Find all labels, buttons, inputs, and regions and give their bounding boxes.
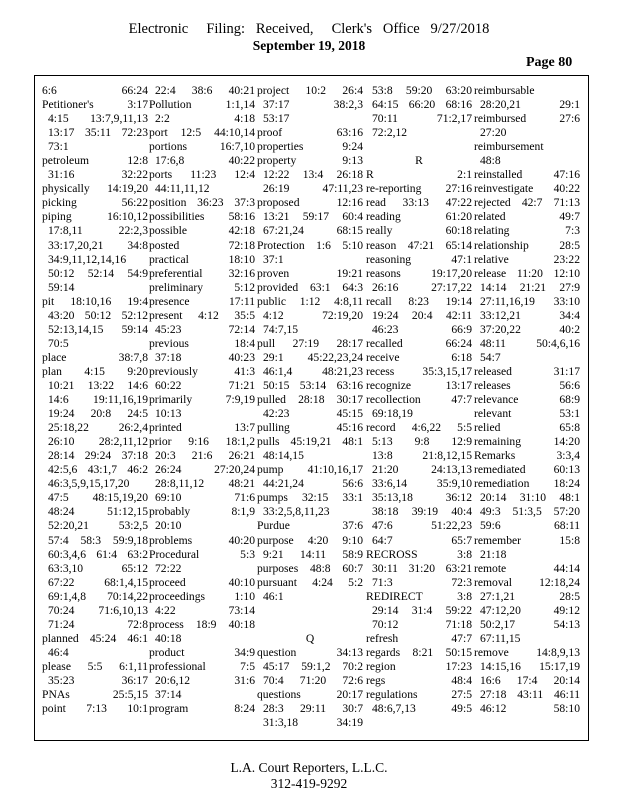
index-line: provided 63:1 64:3 bbox=[257, 280, 363, 294]
index-line: 19:24 20:8 24:5 bbox=[48, 407, 148, 421]
index-column-4 bbox=[366, 84, 472, 716]
index-line: Procedural 5:3 bbox=[149, 547, 255, 561]
index-line: proposed 12:16 bbox=[257, 196, 363, 210]
index-line: relevance 68:9 bbox=[474, 393, 580, 407]
index-line bbox=[257, 604, 363, 618]
index-line: Petitioner's 3:17 bbox=[42, 98, 148, 112]
index-line: 27:1,21 28:5 bbox=[480, 589, 580, 603]
index-line: recalled 66:24 bbox=[366, 336, 472, 350]
index-line: 27:20 bbox=[480, 126, 507, 140]
index-line: proof 63:16 bbox=[257, 126, 363, 140]
index-line: 13:21 59:17 60:4 bbox=[263, 210, 363, 224]
index-line: 20:14 31:10 48:1 bbox=[480, 491, 580, 505]
index-line: 33:17,20,21 34:8 bbox=[48, 238, 148, 252]
index-line: pulling 45:16 bbox=[257, 421, 363, 435]
index-line: problems 40:20 bbox=[149, 533, 255, 547]
index-line: Q bbox=[305, 631, 315, 645]
index-line: recognize 13:17 bbox=[366, 378, 472, 392]
index-line: possible 42:18 bbox=[149, 224, 255, 238]
index-line: physically 14:19,20 bbox=[42, 182, 148, 196]
index-line: 70:4 71:20 72:6 bbox=[263, 673, 363, 687]
index-line: preferential 32:16 bbox=[149, 266, 255, 280]
index-line: remember 15:8 bbox=[474, 533, 580, 547]
index-line: 30:11 31:20 63:21 bbox=[372, 561, 472, 575]
index-line: 48:6,7,13 49:5 bbox=[372, 702, 472, 716]
index-line: 26:16 27:17,22 bbox=[372, 280, 472, 294]
index-line: 13:8 21:8,12,15 bbox=[372, 449, 472, 463]
index-line: 37:17 38:2,3 bbox=[263, 98, 363, 112]
index-line: 50:15 53:14 63:16 bbox=[263, 378, 363, 392]
index-line: regulations 27:5 bbox=[366, 688, 472, 702]
index-line: process 18:9 40:18 bbox=[149, 617, 255, 631]
index-line: 69:18,19 bbox=[372, 407, 413, 421]
index-line: 2:2 4:18 bbox=[155, 112, 255, 126]
index-column-3 bbox=[257, 84, 363, 730]
index-line: really 60:18 bbox=[366, 224, 472, 238]
index-line: 70:5 bbox=[48, 336, 69, 350]
index-line: 72:22 bbox=[155, 561, 182, 575]
index-line: refresh 47:7 bbox=[366, 631, 472, 645]
index-column-1 bbox=[42, 84, 148, 716]
index-line: relating 7:3 bbox=[474, 224, 580, 238]
index-line: pull 27:19 28:17 bbox=[257, 336, 363, 350]
index-line: 19:24 20:4 42:11 bbox=[372, 308, 472, 322]
index-line: reimbursed 27:6 bbox=[474, 112, 580, 126]
index-line: 20:3 21:6 26:21 bbox=[155, 449, 255, 463]
index-line: reason 47:21 65:14 bbox=[366, 238, 472, 252]
index-line: 42:5,6 43:1,7 46:2 bbox=[48, 463, 148, 477]
index-line: 49:3 51:3,5 57:20 bbox=[480, 505, 580, 519]
index-line: recess 35:3,15,17 bbox=[366, 364, 472, 378]
footer-phone: 312-419-9292 bbox=[270, 776, 348, 791]
index-line: REDIRECT 3:8 bbox=[366, 589, 472, 603]
index-line: removal 12:18,24 bbox=[474, 575, 580, 589]
index-line: possibilities 58:16 bbox=[149, 210, 255, 224]
index-line: proceedings 1:10 bbox=[149, 589, 255, 603]
index-line: 21:20 24:13,13 bbox=[372, 463, 472, 477]
index-line: purpose 4:20 9:10 bbox=[257, 533, 363, 547]
index-line: 69:1,4,8 70:14,22 bbox=[48, 589, 148, 603]
index-line: public 1:12 4:8,11 bbox=[257, 294, 363, 308]
index-line: 59:6 68:11 bbox=[480, 519, 580, 533]
index-line: relationship 28:5 bbox=[474, 238, 580, 252]
index-line: 37:1 bbox=[263, 252, 284, 266]
index-line: relevant 53:1 bbox=[474, 407, 580, 421]
index-line: 27:11,16,19 33:10 bbox=[480, 294, 580, 308]
index-line: release 11:20 12:10 bbox=[474, 266, 580, 280]
filing-stamp-header: Electronic Filing: Received, Clerk's Office 9/27/2018 bbox=[128, 21, 490, 37]
index-line: practical 18:10 bbox=[149, 252, 255, 266]
index-line: 67:21,24 68:15 bbox=[263, 224, 363, 238]
index-line: 48:11 50:4,6,16 bbox=[480, 336, 580, 350]
index-line: R 2:1 bbox=[366, 168, 472, 182]
index-line: 64:15 66:20 68:16 bbox=[372, 98, 472, 112]
index-line: 28:14 29:24 37:18 bbox=[48, 449, 148, 463]
index-line: program 8:24 bbox=[149, 702, 255, 716]
index-line: point 7:13 10:1 bbox=[42, 702, 148, 716]
index-line: 29:1 45:22,23,24 bbox=[263, 350, 363, 364]
index-line: planned 45:24 46:1 bbox=[42, 631, 148, 645]
index-line: Protection 1:6 5:10 bbox=[257, 238, 363, 252]
index-line: 10:13 bbox=[155, 407, 182, 421]
index-line: 70:12 71:18 bbox=[372, 617, 472, 631]
index-line: prior 9:16 18:1,2 bbox=[149, 435, 255, 449]
index-line: 37:18 40:23 bbox=[155, 350, 255, 364]
index-line: regards 8:21 50:15 bbox=[366, 645, 472, 659]
index-line: 53:8 59:20 63:20 bbox=[372, 84, 472, 97]
index-line: 20:6,12 31:6 bbox=[155, 673, 255, 687]
index-line: 40:18 bbox=[155, 631, 182, 645]
index-line: proceed 40:10 bbox=[149, 575, 255, 589]
index-line: 63:3,10 65:12 bbox=[48, 561, 148, 575]
index-line: 50:2,17 54:13 bbox=[480, 617, 580, 631]
index-line: 74:7,15 bbox=[263, 322, 299, 336]
index-line: Pollution 1:1,14 bbox=[149, 98, 255, 112]
index-line: 60:3,4,6 61:4 63:2 bbox=[48, 547, 148, 561]
index-line: question 34:13 bbox=[257, 645, 363, 659]
index-line: 28:3 29:11 30:7 bbox=[263, 702, 363, 716]
index-line: please 5:5 6:1,11 bbox=[42, 659, 148, 673]
index-line: 70:11 71:2,17 bbox=[372, 112, 472, 126]
index-line: R bbox=[415, 154, 423, 168]
index-line: relied 65:8 bbox=[474, 421, 580, 435]
index-line: 28:8,11,12 48:21 bbox=[155, 477, 255, 491]
index-line: 20:10 bbox=[155, 519, 182, 533]
index-line: 17:8,11 22:2,3 bbox=[48, 224, 148, 238]
index-line: 53:17 bbox=[263, 112, 290, 126]
index-line: 46:4 bbox=[48, 645, 69, 659]
index-line: 71:24 72:8 bbox=[48, 617, 148, 631]
index-line: 4:12 72:19,20 bbox=[263, 308, 363, 322]
index-line: 14:15,16 15:17,19 bbox=[480, 659, 580, 673]
index-line: re-reporting 27:16 bbox=[366, 182, 472, 196]
index-line: picking 56:22 bbox=[42, 196, 148, 210]
index-line: 35:13,18 36:12 bbox=[372, 491, 472, 505]
index-line: recall 8:23 19:14 bbox=[366, 294, 472, 308]
index-line: 29:14 31:4 59:22 bbox=[372, 603, 472, 617]
index-line: property 9:13 bbox=[257, 154, 363, 168]
index-line: pursuant 4:24 5:2 bbox=[257, 575, 363, 589]
index-line: portions 16:7,10 bbox=[149, 140, 255, 154]
index-line: petroleum 12:8 bbox=[42, 154, 148, 168]
index-column-2 bbox=[149, 84, 255, 716]
index-line: 26:19 47:11,23 bbox=[263, 182, 363, 196]
index-line: 46:23 66:9 bbox=[372, 322, 472, 336]
index-line: reinvestigate 40:22 bbox=[474, 182, 580, 196]
index-line: remove 14:8,9,13 bbox=[474, 645, 580, 659]
index-line: 26:24 27:20,24 bbox=[155, 463, 255, 477]
index-line: reimbursable bbox=[474, 84, 535, 97]
index-line: 33:2,5,8,11,23 bbox=[263, 505, 330, 519]
index-line: 57:4 58:3 59:9,18 bbox=[48, 533, 148, 547]
index-line: 25:18,22 26:2,4 bbox=[48, 421, 148, 435]
index-line: pumps 32:15 33:1 bbox=[257, 491, 363, 505]
index-line: 52:20,21 53:2,5 bbox=[48, 519, 148, 533]
index-line: pulls 45:19,21 48:1 bbox=[257, 435, 363, 449]
index-line: posted 72:18 bbox=[149, 238, 255, 252]
index-line: 46:1,4 48:21,23 bbox=[263, 364, 363, 378]
index-line: rejected 42:7 71:13 bbox=[474, 196, 580, 210]
index-line: product 34:9 bbox=[149, 645, 255, 659]
index-line: 64:7 65:7 bbox=[372, 533, 472, 547]
index-line: 44:11,11,12 bbox=[155, 182, 210, 196]
index-line: 45:17 59:1,2 70:2 bbox=[263, 659, 363, 673]
index-line: PNAs 25:5,15 bbox=[42, 688, 148, 702]
index-line: 14:6 19:11,16,19 bbox=[48, 393, 148, 407]
index-line: reinstalled 47:16 bbox=[474, 168, 580, 182]
index-line: 21:18 bbox=[480, 547, 507, 561]
index-line: proven 19:21 bbox=[257, 266, 363, 280]
index-line: 46:3,5,9,15,17,20 bbox=[48, 477, 130, 491]
index-line: presence 17:11 bbox=[149, 294, 255, 308]
index-line: receive 6:18 bbox=[366, 350, 472, 364]
index-line: 13:17 35:11 72:23 bbox=[48, 126, 148, 140]
index-line: 35:23 36:17 bbox=[48, 673, 148, 687]
index-line: 67:11,15 bbox=[480, 631, 521, 645]
index-line: previous 18:4 bbox=[149, 336, 255, 350]
index-line: 45:23 72:14 bbox=[155, 322, 255, 336]
index-line: released 31:17 bbox=[474, 364, 580, 378]
index-line: 4:22 73:14 bbox=[155, 603, 255, 617]
index-line: 33:12,21 34:4 bbox=[480, 308, 580, 322]
index-line: 71:3 72:3 bbox=[372, 575, 472, 589]
index-line: 47:12,20 49:12 bbox=[480, 603, 580, 617]
index-line: releases 56:6 bbox=[474, 378, 580, 392]
index-line: 47:5 48:15,19,20 bbox=[48, 491, 148, 505]
index-line: primarily 7:9,19 bbox=[149, 393, 255, 407]
index-line: 48:24 51:12,15 bbox=[48, 505, 148, 519]
index-line bbox=[366, 140, 472, 154]
index-line: remediated 60:13 bbox=[474, 463, 580, 477]
index-line: 16:6 17:4 20:14 bbox=[480, 673, 580, 687]
index-line: record 4:6,22 5:5 bbox=[366, 421, 472, 435]
index-line: 69:10 71:6 bbox=[155, 491, 255, 505]
transcript-date: September 19, 2018 bbox=[252, 38, 366, 53]
index-line: relative 23:22 bbox=[474, 252, 580, 266]
index-line: printed 13:7 bbox=[149, 421, 255, 435]
index-line: 34:9,11,12,14,16 bbox=[48, 252, 127, 266]
index-line: position 36:23 37:3 bbox=[149, 196, 255, 210]
index-line: remaining 14:20 bbox=[474, 435, 580, 449]
index-line: 48:14,15 bbox=[263, 449, 304, 463]
index-line: 44:21,24 56:6 bbox=[263, 477, 363, 491]
index-line: 17:6,8 40:22 bbox=[155, 154, 255, 168]
index-line bbox=[257, 618, 363, 632]
index-line: 26:10 28:2,11,12 bbox=[48, 435, 148, 449]
index-line: place 38:7,8 bbox=[42, 350, 148, 364]
index-line: 70:24 71:6,10,13 bbox=[48, 603, 148, 617]
index-line: plan 4:15 9:20 bbox=[42, 364, 148, 378]
index-line: 4:15 13:7,9,11,13 bbox=[48, 112, 148, 126]
index-line: 9:21 14:11 58:9 bbox=[263, 547, 363, 561]
index-line: 33:6,14 35:9,10 bbox=[372, 477, 472, 491]
index-line: 27:18 43:11 46:11 bbox=[480, 688, 580, 702]
index-line: 37:14 bbox=[155, 688, 182, 702]
index-line: project 10:2 26:4 bbox=[257, 84, 363, 97]
index-line: 37:20,22 40:2 bbox=[480, 322, 580, 336]
index-line: 67:22 68:1,4,15 bbox=[48, 575, 148, 589]
index-line: properties 9:24 bbox=[257, 140, 363, 154]
index-line: 5:13 9:8 12:9 bbox=[372, 435, 472, 449]
index-line: preliminary 5:12 bbox=[149, 280, 255, 294]
index-line: remediation 18:24 bbox=[474, 477, 580, 491]
index-line: 54:7 bbox=[480, 350, 501, 364]
index-line: 60:22 71:21 bbox=[155, 378, 255, 392]
index-line: 72:2,12 bbox=[372, 126, 408, 140]
index-line: 38:18 39:19 40:4 bbox=[372, 505, 472, 519]
index-line: probably 8:1,9 bbox=[149, 505, 255, 519]
index-line: 50:12 52:14 54:9 bbox=[48, 266, 148, 280]
index-line: recollection 47:7 bbox=[366, 393, 472, 407]
index-line: 73:1 bbox=[48, 140, 69, 154]
index-line: region 17:23 bbox=[366, 659, 472, 673]
index-line: previously 41:3 bbox=[149, 364, 255, 378]
index-line: read 33:13 47:22 bbox=[366, 196, 472, 210]
index-line: purposes 48:8 60:7 bbox=[257, 561, 363, 575]
footer-company: L.A. Court Reporters, L.L.C. bbox=[230, 760, 388, 775]
index-line: 47:6 51:22,23 bbox=[372, 519, 472, 533]
index-line: reimbursement bbox=[474, 140, 544, 154]
index-line: ports 11:23 12:4 bbox=[149, 168, 255, 182]
index-column-5 bbox=[474, 84, 580, 716]
index-line: 22:4 38:6 40:21 bbox=[155, 84, 255, 97]
index-line: piping 16:10,12 bbox=[42, 210, 148, 224]
index-line: 10:21 13:22 14:6 bbox=[48, 378, 148, 392]
index-line: pulled 28:18 30:17 bbox=[257, 393, 363, 407]
index-line: related 49:7 bbox=[474, 210, 580, 224]
index-line: 43:20 50:12 52:12 bbox=[48, 308, 148, 322]
index-line: regs 48:4 bbox=[366, 673, 472, 687]
index-line: reasons 19:17,20 bbox=[366, 266, 472, 280]
index-line: 46:12 58:10 bbox=[480, 702, 580, 716]
index-line: 31:3,18 34:19 bbox=[263, 716, 363, 730]
index-line: 46:1 bbox=[263, 589, 284, 603]
index-line: 6:6 66:24 bbox=[42, 84, 148, 97]
index-line: reading 61:20 bbox=[366, 210, 472, 224]
index-line: Purdue 37:6 bbox=[257, 519, 363, 533]
index-line: pump 41:10,16,17 bbox=[257, 463, 363, 477]
index-line: 52:13,14,15 59:14 bbox=[48, 322, 148, 336]
index-line: 28:20,21 29:1 bbox=[480, 98, 580, 112]
page-number: Page 80 bbox=[526, 55, 573, 70]
index-line: 59:14 bbox=[48, 280, 75, 294]
index-line: 48:8 bbox=[480, 154, 501, 168]
index-line: reasoning 47:1 bbox=[366, 252, 472, 266]
index-line: Remarks 3:3,4 bbox=[474, 449, 580, 463]
index-line: questions 20:17 bbox=[257, 688, 363, 702]
index-line: remote 44:14 bbox=[474, 561, 580, 575]
index-line: professional 7:5 bbox=[149, 659, 255, 673]
index-line: 31:16 32:22 bbox=[48, 168, 148, 182]
index-line: 14:14 21:21 27:9 bbox=[480, 280, 580, 294]
index-line: port 12:5 44:10,14 bbox=[149, 126, 255, 140]
index-line: pit 18:10,16 19:4 bbox=[42, 294, 148, 308]
index-line: RECROSS 3:8 bbox=[366, 547, 472, 561]
index-line: present 4:12 35:5 bbox=[149, 308, 255, 322]
index-line: 42:23 45:15 bbox=[263, 407, 363, 421]
index-line: 12:22 13:4 26:18 bbox=[263, 168, 363, 182]
